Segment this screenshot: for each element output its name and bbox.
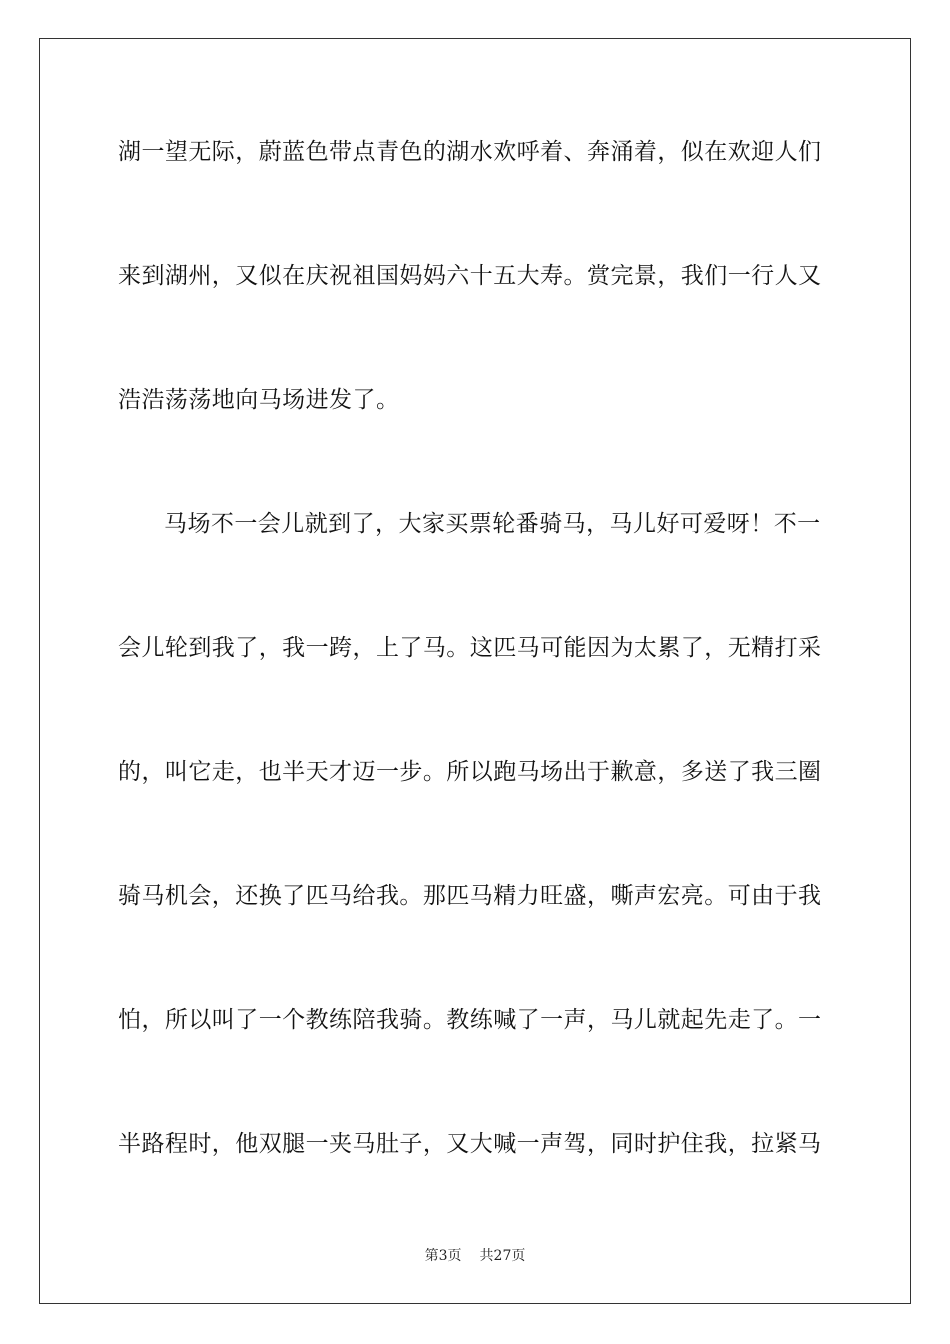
text-line: 会儿轮到我了，我一跨，上了马。这匹马可能因为太累了，无精打采 <box>118 635 822 661</box>
text-line: 来到湖州，又似在庆祝祖国妈妈六十五大寿。赏完景，我们一行人又 <box>118 263 822 289</box>
text-line: 怕，所以叫了一个教练陪我骑。教练喊了一声，马儿就起先走了。一 <box>118 1007 822 1033</box>
page-number: 第3页 <box>424 1248 462 1264</box>
text-line: 湖一望无际，蔚蓝色带点青色的湖水欢呼着、奔涌着，似在欢迎人们 <box>118 139 822 165</box>
text-line: 骑马机会，还换了匹马给我。那匹马精力旺盛，嘶声宏亮。可由于我 <box>118 883 822 909</box>
text-line: 半路程时，他双腿一夹马肚子，又大喊一声驾，同时护住我，拉紧马 <box>118 1131 822 1157</box>
page-total: 共27页 <box>479 1248 526 1264</box>
page-footer <box>0 1246 950 1266</box>
text-line: 浩浩荡荡地向马场进发了。 <box>118 387 400 413</box>
paragraph-first-line: 马场不一会儿就到了，大家买票轮番骑马，马儿好可爱呀！不一 <box>164 511 821 537</box>
text-line: 的，叫它走，也半天才迈一步。所以跑马场出于歉意，多送了我三圈 <box>118 759 822 785</box>
page-border <box>39 38 911 1304</box>
